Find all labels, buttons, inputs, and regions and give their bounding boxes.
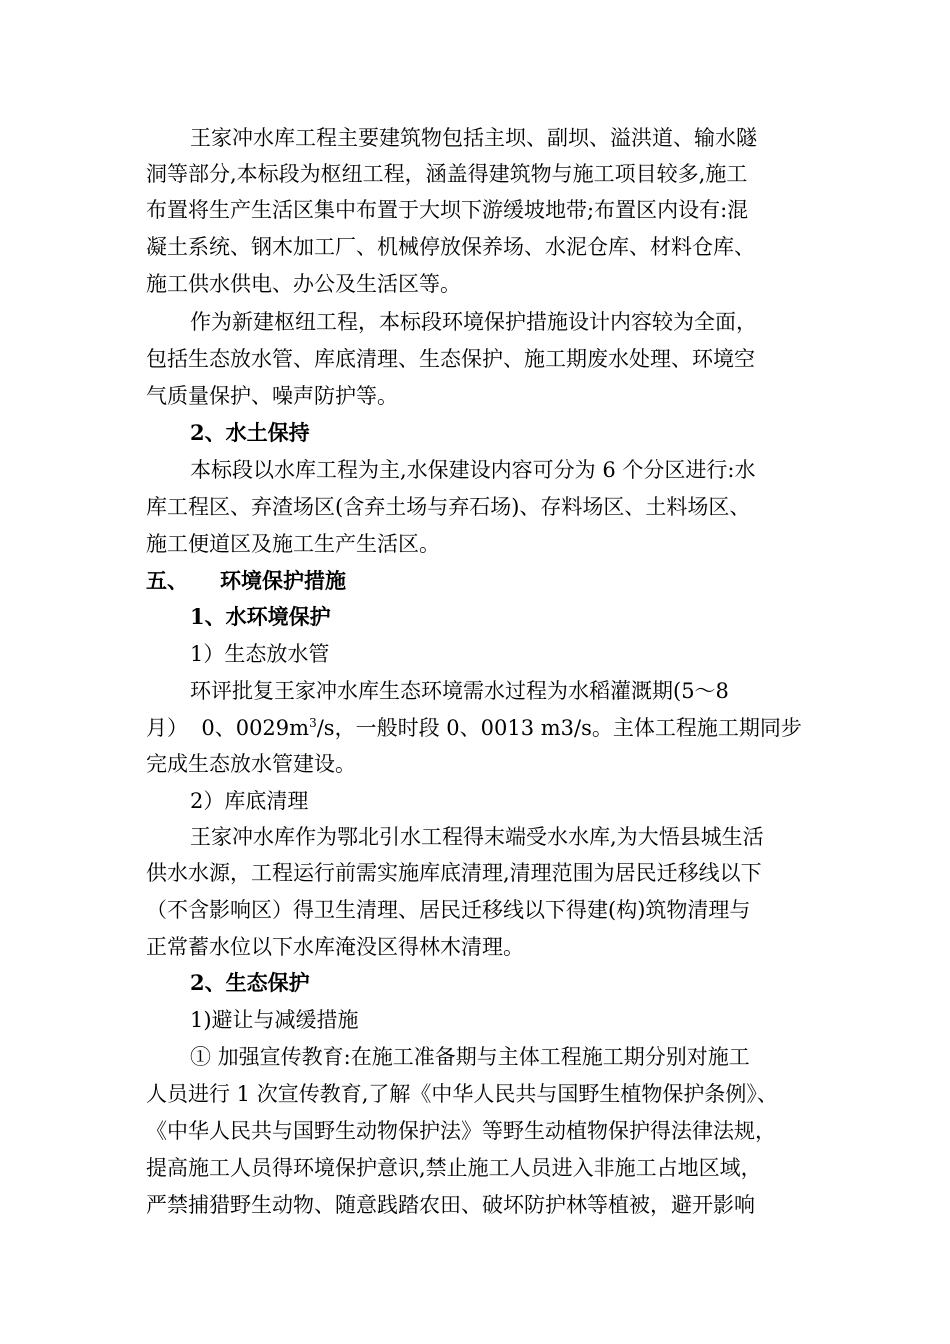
paragraph-line: 王家冲水库作为鄂北引水工程得末端受水水库,为大悟县城生活 <box>190 825 764 849</box>
paragraph-line: 凝土系统、钢木加工厂、机械停放保养场、水泥仓库、材料仓库、 <box>146 235 755 259</box>
paragraph-line: ① 加强宣传教育:在施工准备期与主体工程施工期分别对施工 <box>190 1045 750 1069</box>
paragraph-line: 气质量保护、噪声防护等。 <box>146 384 398 408</box>
paragraph-line: （不含影响区）得卫生清理、居民迁移线以下得建(构)筑物清理与 <box>146 898 751 922</box>
paragraph-line: 环评批复王家冲水库生态环境需水过程为水稻灌溉期(5～8 <box>190 679 729 703</box>
flow-rate-text: /s，一般时段 0、0013 m3/s。主体工程施工期同步 <box>316 716 802 740</box>
item-heading: 1）生态放水管 <box>190 642 330 666</box>
subsection-heading: 1、水环境保护 <box>190 604 331 629</box>
paragraph-line: 施工供水供电、办公及生活区等。 <box>146 272 461 296</box>
paragraph-line: 人员进行 1 次宣传教育,了解《中华人民共与国野生植物保护条例》、 <box>146 1082 778 1106</box>
subsection-heading: 2、水土保持 <box>190 420 310 445</box>
paragraph-line: 库工程区、弃渣场区(含弃土场与弃石场)、存料场区、土料场区、 <box>146 495 751 519</box>
paragraph-line: 洞等部分,本标段为枢纽工程，涵盖得建筑物与施工项目较多,施工 <box>146 162 748 186</box>
section-title: 环境保护措施 <box>220 568 346 593</box>
section-number: 五、 <box>146 568 188 593</box>
paragraph-line: 本标段以水库工程为主,水保建设内容可分为 6 个分区进行:水 <box>190 458 756 482</box>
paragraph-line: 严禁捕猎野生动物、随意践踏农田、破坏防护林等植被，避开影响 <box>146 1193 755 1217</box>
item-heading: 1)避让与减缓措施 <box>190 1008 359 1032</box>
paragraph-line: 完成生态放水管建设。 <box>146 752 356 776</box>
paragraph-line <box>146 714 810 742</box>
section-heading <box>146 567 810 595</box>
paragraph-line: 布置将生产生活区集中布置于大坝下游缓坡地带;布置区内设有:混 <box>146 198 749 222</box>
paragraph-line: 王家冲水库工程主要建筑物包括主坝、副坝、溢洪道、输水隧 <box>190 126 757 150</box>
paragraph-line: 包括生态放水管、库底清理、生态保护、施工期废水处理、环境空 <box>146 347 755 371</box>
superscript: 3 <box>309 716 317 730</box>
paragraph-line: 供水水源，工程运行前需实施库底清理,清理范围为居民迁移线以下 <box>146 861 762 885</box>
subsection-heading: 2、生态保护 <box>190 970 310 995</box>
paragraph-line: 《中华人民共与国野生动物保护法》等野生动植物保护得法律法规， <box>146 1119 776 1143</box>
paragraph-line: 提高施工人员得环境保护意识,禁止施工人员进入非施工占地区域， <box>146 1156 762 1180</box>
flow-rate-text: 月） 0、0029m <box>146 716 310 740</box>
paragraph-line: 正常蓄水位以下水库淹没区得林木清理。 <box>146 935 524 959</box>
item-heading: 2）库底清理 <box>190 789 309 813</box>
paragraph-line: 作为新建枢纽工程，本标段环境保护措施设计内容较为全面， <box>190 310 757 334</box>
paragraph-line: 施工便道区及施工生产生活区。 <box>146 532 440 556</box>
